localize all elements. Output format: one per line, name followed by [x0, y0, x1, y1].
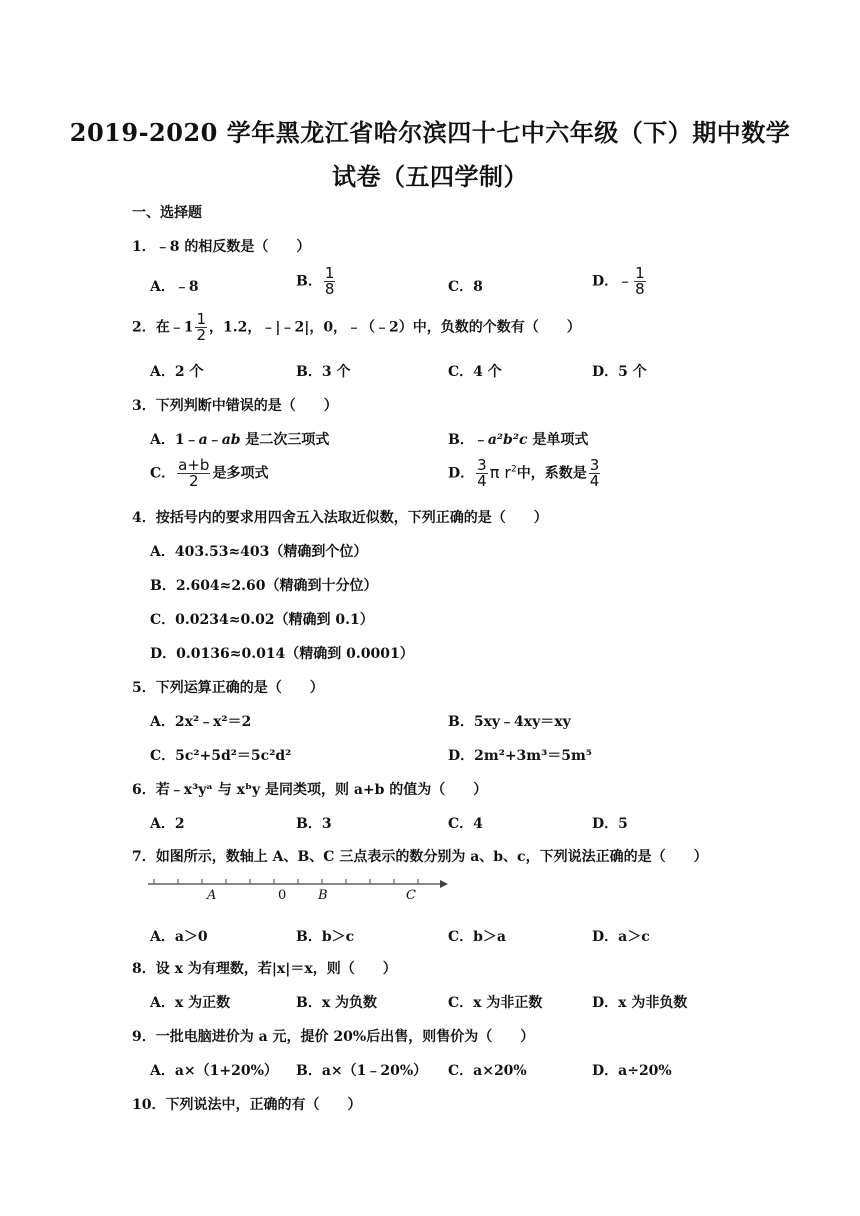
question-5-option-a: A．2x²﹣x²＝2 — [150, 714, 252, 730]
question-5-option-d: D．2m²+3m³＝5m⁵ — [448, 748, 592, 764]
option-text: 是二次三项式 — [240, 432, 330, 448]
question-7-option-d: D．a＞c — [592, 929, 650, 945]
fraction-denominator: 2 — [189, 472, 199, 490]
question-6-option-b: B．3 — [296, 816, 332, 832]
option-label: D．﹣ — [592, 273, 633, 290]
question-4-option-a: A．403.53≈403（精确到个位） — [150, 544, 368, 560]
fraction-numerator: 1 — [196, 310, 207, 328]
question-5-option-c: C．5c²+5d²＝5c²d² — [150, 748, 292, 764]
question-8-option-b: B．x 为负数 — [296, 995, 378, 1011]
question-8-option-d: D．x 为非负数 — [592, 995, 688, 1011]
number-line-arrow — [440, 880, 448, 888]
fraction-denominator: 4 — [477, 472, 487, 490]
number-line-ticks — [154, 879, 418, 884]
fraction — [589, 458, 601, 489]
question-2-option-a: A．2 个 — [150, 364, 204, 380]
option-text: 是多项式 — [212, 465, 269, 482]
fraction-numerator: 1 — [635, 264, 645, 282]
variable: a — [198, 432, 208, 448]
section-heading: 一、选择题 — [132, 205, 202, 221]
option-label: D． — [448, 465, 475, 482]
question-1-option-c: C．8 — [448, 279, 483, 295]
question-1-option-a: A．﹣8 — [150, 279, 199, 295]
operator: ﹣ — [207, 432, 222, 448]
document-title-line2: 试卷（五四学制） — [332, 162, 528, 191]
option-text: 中，系数是 — [516, 465, 587, 482]
question-2-option-b: B．3 个 — [296, 364, 351, 380]
fraction-numerator: 3 — [477, 456, 487, 474]
question-9-option-a: A．a×（1+20%） — [150, 1063, 278, 1079]
fraction-denominator: 2 — [196, 326, 207, 344]
question-4-option-c: C．0.0234≈0.02（精确到 0.1） — [150, 612, 374, 628]
question-3-option-c — [150, 458, 268, 489]
fraction — [177, 458, 210, 489]
number-line-svg — [148, 874, 448, 908]
question-5-stem: 5．下列运算正确的是（ ） — [132, 680, 324, 696]
point-a-label: A — [207, 888, 217, 903]
question-4-stem: 4．按括号内的要求用四舍五入法取近似数，下列正确的是（ ） — [132, 510, 548, 526]
question-10-stem: 10．下列说法中，正确的有（ ） — [132, 1097, 362, 1113]
question-4-option-b: B．2.604≈2.60（精确到十分位） — [150, 578, 378, 594]
variable: ab — [221, 432, 241, 448]
question-7-option-c: C．b＞a — [448, 929, 507, 945]
origin-label: 0 — [278, 888, 287, 903]
pi-r: π r — [489, 462, 511, 482]
question-6-option-c: C．4 — [448, 816, 483, 832]
pi-r-expression: π $r^2$ — [489, 462, 517, 482]
question-9-stem: 9．一批电脑进价为 a 元，提价 20%后出售，则售价为（ ） — [132, 1029, 535, 1045]
question-2-stem — [132, 312, 581, 343]
document-title-line1: 2019-2020 学年黑龙江省哈尔滨四十七中六年级（下）期中数学 — [69, 118, 791, 147]
question-9-option-c: C．a×20% — [448, 1063, 527, 1079]
question-6-option-a: A．2 — [150, 816, 185, 832]
question-1-stem: 1．﹣8 的相反数是（ ） — [132, 239, 311, 255]
fraction-numerator: 3 — [589, 456, 600, 474]
question-6-option-d: D．5 — [592, 816, 628, 832]
question-5-option-b: B．5xy﹣4xy＝xy — [448, 714, 571, 730]
option-label: C． — [150, 465, 176, 482]
fraction — [634, 266, 646, 297]
question-8-option-a: A．x 为正数 — [150, 995, 231, 1011]
question-3-option-a — [150, 429, 329, 449]
stem-prefix: 2．在﹣1 — [132, 319, 194, 336]
expression: a²b²c — [487, 432, 528, 448]
question-6-stem: 6．若﹣x³yᵃ 与 xᵇy 是同类项，则 a+b 的值为（ ） — [132, 782, 488, 798]
fraction-denominator: 8 — [635, 280, 645, 298]
point-c-label: C — [406, 888, 416, 903]
fraction-denominator: 8 — [324, 280, 335, 298]
question-4-option-d: D．0.0136≈0.014（精确到 0.0001） — [150, 646, 414, 662]
question-8-option-c: C．x 为非正数 — [448, 995, 543, 1011]
fraction — [476, 458, 488, 489]
stem-suffix: ，1.2，﹣|﹣2|，0，﹣（﹣2）中，负数的个数有（ ） — [209, 319, 581, 336]
point-b-label: B — [318, 888, 328, 903]
question-3-option-b — [448, 429, 588, 449]
question-7-option-a: A．a＞0 — [150, 929, 208, 945]
fraction-numerator: 1 — [324, 264, 335, 282]
fraction-numerator: a+b — [178, 456, 210, 474]
question-9-option-d: D．a÷20% — [592, 1063, 672, 1079]
question-9-option-b: B．a×（1﹣20%） — [296, 1063, 428, 1079]
fraction-denominator: 4 — [589, 472, 600, 490]
question-2-option-d: D．5 个 — [592, 364, 647, 380]
question-1-option-d — [592, 266, 648, 297]
fraction — [195, 312, 207, 343]
question-3-option-d — [448, 458, 602, 489]
fraction — [324, 266, 336, 297]
question-3-stem: 3．下列判断中错误的是（ ） — [132, 398, 338, 414]
option-label: B．﹣ — [448, 432, 488, 448]
number-line-figure — [148, 874, 448, 908]
question-8-stem: 8．设 x 为有理数，若|x|＝x，则（ ） — [132, 961, 397, 977]
option-label: B． — [296, 273, 322, 290]
question-7-stem: 7．如图所示，数轴上 A、B、C 三点表示的数分别为 a、b、c，下列说法正确的是（ ） — [132, 849, 708, 865]
option-label: A．1﹣ — [150, 432, 199, 448]
question-7-option-b: B．b＞c — [296, 929, 355, 945]
option-text: 是单项式 — [527, 432, 589, 448]
question-1-option-b — [296, 266, 337, 297]
question-2-option-c: C．4 个 — [448, 364, 502, 380]
